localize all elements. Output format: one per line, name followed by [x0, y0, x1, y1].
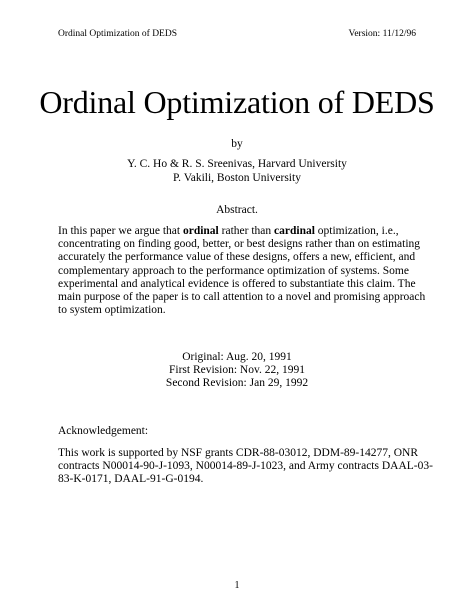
acknowledgement-line: contracts N00014-90-J-1093, N00014-89-J-1023, and Army contracts DAAL-03-	[58, 460, 433, 473]
abstract-line: main purpose of the paper is to call attention to a novel and promising approach	[58, 290, 426, 303]
date-first-revision: First Revision: Nov. 22, 1991	[169, 364, 305, 377]
abstract-text: rather than	[218, 225, 275, 237]
abstract-heading: Abstract.	[216, 204, 258, 216]
abstract-emphasis-cardinal: cardinal	[274, 225, 315, 237]
acknowledgement-body	[58, 447, 433, 487]
abstract-line: complementary approach to the performance optimization of systems. Some	[58, 264, 409, 277]
page-number: 1	[234, 580, 240, 591]
abstract-line: to system optimization.	[58, 304, 166, 317]
abstract-line: accurately the performance value of these designs, offers a new, efficient, and	[58, 251, 416, 264]
date-second-revision: Second Revision: Jan 29, 1992	[165, 377, 309, 390]
acknowledgement-line: 83-K-0171, DAAL-91-G-0194.	[58, 473, 204, 486]
by-line: by	[231, 138, 243, 150]
abstract-emphasis-ordinal: ordinal	[182, 225, 219, 237]
paper-title: Ordinal Optimization of DEDS	[39, 84, 435, 120]
abstract-line: experimental and analytical evidence is offered to substantiate this claim. The	[58, 277, 416, 290]
author-line: P. Vakili, Boston University	[173, 172, 301, 184]
abstract-text: optimization, i.e.,	[314, 225, 399, 237]
abstract-line	[58, 225, 420, 238]
abstract-body	[58, 225, 426, 317]
abstract-line: concentrating on finding good, better, or best designs rather than on estimating	[58, 238, 421, 251]
authors-block	[0, 157, 474, 185]
revision-dates	[0, 351, 474, 391]
acknowledgement-heading: Acknowledgement:	[58, 425, 149, 437]
header-version: Version: 11/12/96	[348, 29, 416, 39]
author-line: Y. C. Ho & R. S. Sreenivas, Harvard University	[127, 158, 347, 170]
running-header	[58, 27, 416, 41]
abstract-text: In this paper we argue that	[58, 225, 183, 237]
header-title: Ordinal Optimization of DEDS	[58, 29, 177, 39]
date-original: Original: Aug. 20, 1991	[182, 351, 292, 363]
acknowledgement-line: This work is supported by NSF grants CDR-88-03012, DDM-89-14277, ONR	[58, 447, 419, 459]
